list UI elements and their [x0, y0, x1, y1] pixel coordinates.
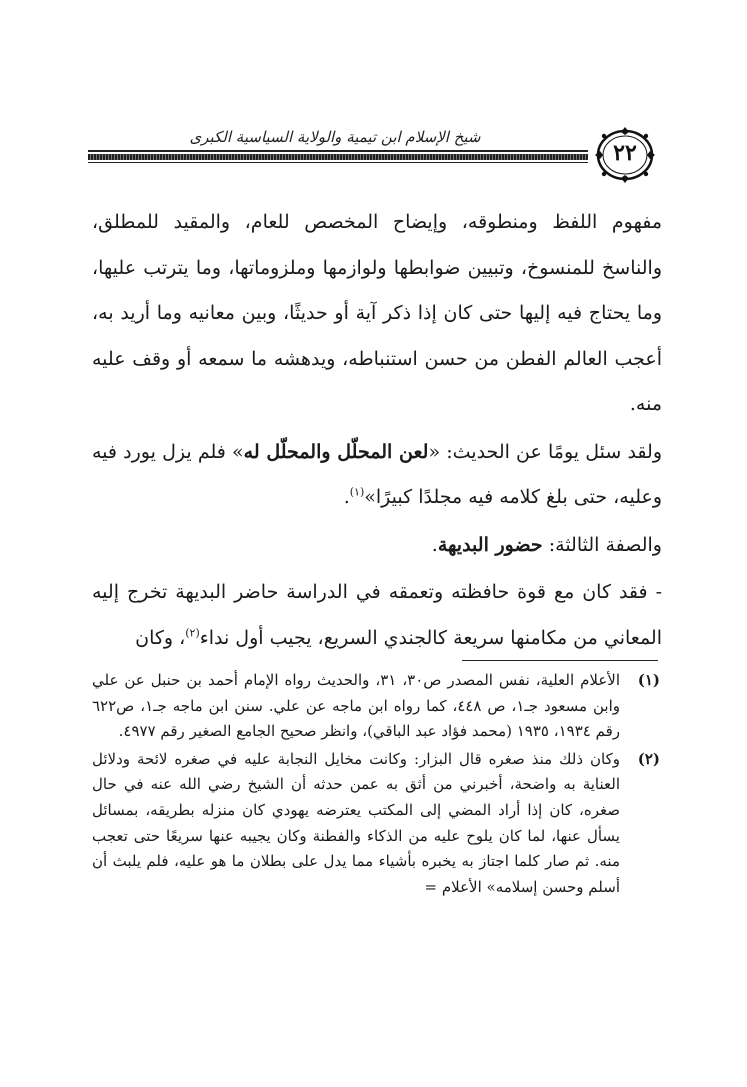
paragraph-3: والصفة الثالثة: حضور البديهة.	[431, 533, 662, 556]
footnote-text: وكان ذلك منذ صغره قال البزار: وكانت مخايل النجابة عليه في صغره لائحة ودلائل العناية به واضحة، أخبرني من أثق به عمن حدثه أن الشيخ رضي الله عنه في حال صغره، كان إذا أراد المضي إلى المكتب يعترضه يهودي كان منزله بطريقه، بمسائل يسأل عنها، لما كان يلوح عليه من الذكاء والفطنة وكان يجيبه عنها سريعًا حتى تعجب منه. ثم صار كلما اجتاز به يخبره بأشياء مما يدل على بطلان ما هو عليه، فلم يلبث أن أسلم وحسن إسلامه» الأعلام =	[92, 749, 620, 896]
running-title: شيخ الإسلام ابن تيمية والولاية السياسية الكبرى	[189, 128, 481, 146]
footnote-2	[92, 747, 660, 901]
footnotes	[92, 668, 660, 902]
footnote-mark: (١)	[637, 671, 660, 689]
header-rule-pattern	[88, 154, 588, 160]
page-number-badge	[592, 124, 658, 186]
header-rule-top	[88, 150, 588, 152]
footnote-text: الأعلام العلية، نفس المصدر ص٣٠، ٣١، والحديث رواه الإمام أحمد بن حنبل عن علي وابن مسعود جـ١، ص ٤٤٨، كما رواه ابن ماجه عن علي. سنن ابن ماجه جـ١، ص٦٢٢ رقم ١٩٣٤، ١٩٣٥ (محمد فؤاد عبد الباقي)، وانظر صحيح الجامع الصغير رقم ٤٩٧٧.	[92, 671, 621, 741]
section-heading: حضور البديهة	[437, 533, 543, 556]
paragraph-1: مفهوم اللفظ ومنطوقه، وإيضاح المخصص للعام، والمقيد للمطلق، والناسخ للمنسوخ، وتبيين ضوابطها ولوازمها وملزوماتها، وما يترتب عليها، وما يحتاج فيه إليها حتى كان إذا ذكر آية أو حديثًا، وبين معانيه وما أريد به، أعجب العالم الفطن من حسن استنباطه، ويدهشه ما سمعه أو وقف عليه منه.	[92, 211, 662, 415]
paragraph-4: - فقد كان مع قوة حافظته وتعمقه في الدراسة حاضر البديهة تخرج إليه المعاني من مكامنها سريعة كالجندي السريع، يجيب أول نداء$^{(٢)}$، وكان	[92, 581, 662, 649]
header-rule-bottom	[88, 162, 588, 163]
main-text	[92, 200, 662, 663]
hadith-quote: لعن المحلّل والمحلّل له	[243, 440, 429, 463]
footnote-ref-2: (٢)	[185, 626, 200, 640]
footnote-mark: (٢)	[637, 749, 660, 768]
footnote-1	[92, 668, 660, 745]
footnote-ref-1: (١)	[349, 485, 365, 499]
page-number: ٢٢	[613, 140, 637, 166]
footnote-separator	[462, 660, 658, 661]
paragraph-2: ولقد سئل يومًا عن الحديث: «لعن المحلّل والمحلّل له» فلم يزل يورد فيه وعليه، حتى بلغ كلامه فيه مجلدًا كبيرًا»$^{(١)}$.	[92, 440, 663, 508]
